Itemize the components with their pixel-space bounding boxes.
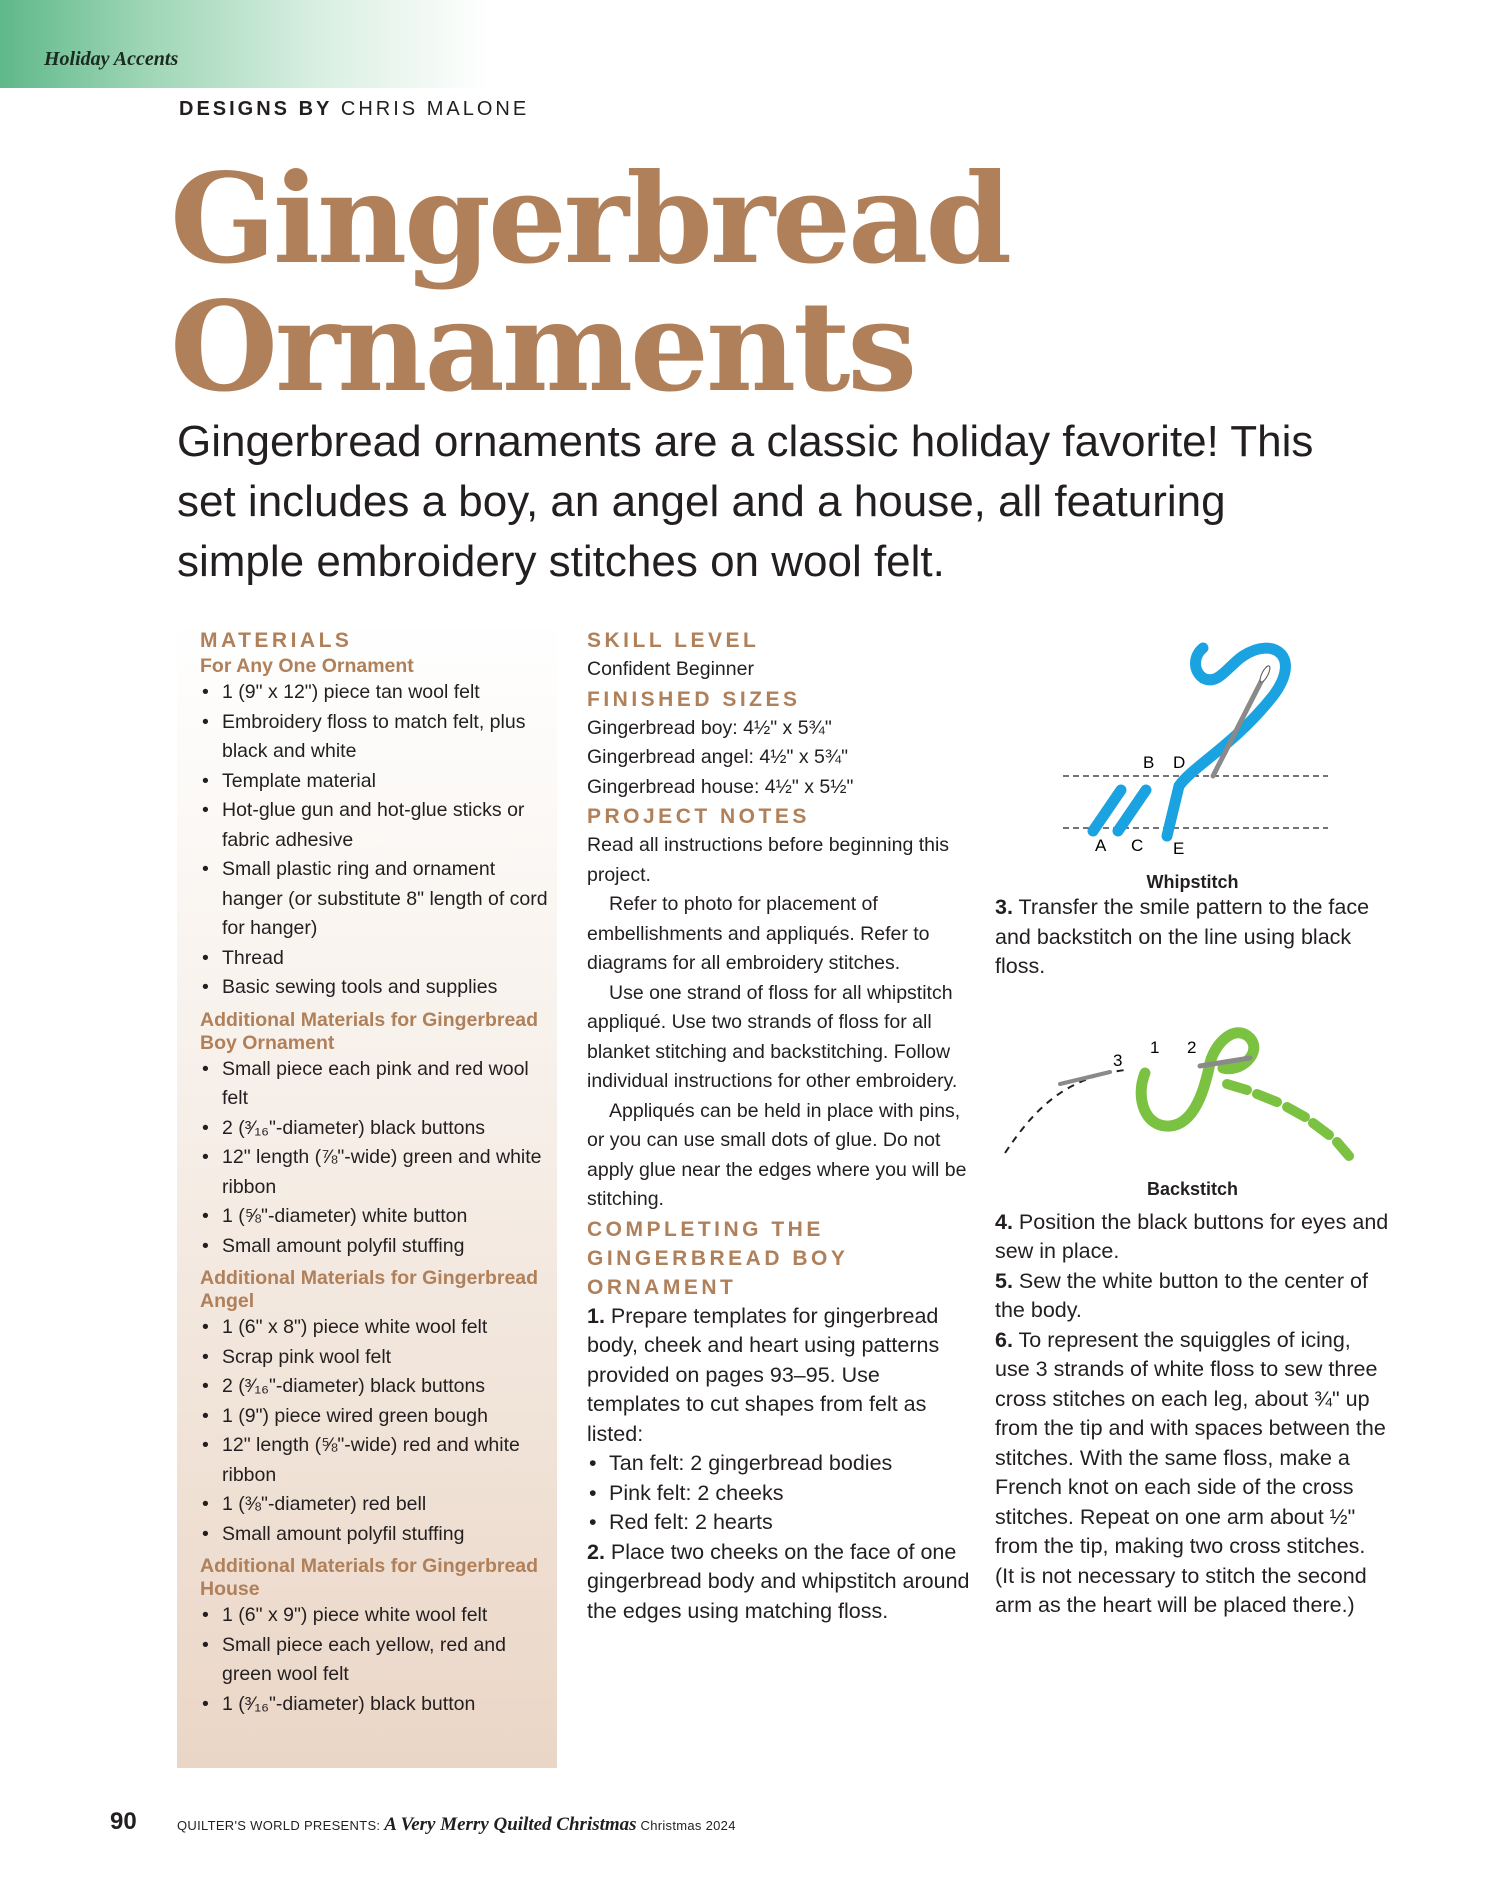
list-item: • 1 (⅝"-diameter) white button [200,1202,550,1232]
list-item: • 2 (³⁄₁₆"-diameter) black buttons [200,1114,550,1144]
label-b: B [1142,753,1154,772]
label-3: 3 [1113,1050,1123,1070]
materials-group-title: Additional Materials for Gingerbread Angel [200,1267,539,1312]
byline-name: CHRIS MALONE [340,98,530,120]
title-line-2: Ornaments [170,275,915,420]
materials-column [200,626,550,1719]
notes-paragraph: Refer to photo for placement of embellishments and appliqués. Refer to diagrams for all embroidery stitches. [587,893,930,974]
completed-stitches [1227,1084,1349,1156]
page-title [170,147,1010,420]
list-item: • Pink felt: 2 cheeks [587,1479,972,1509]
needle-icon [1213,668,1268,776]
step-text: Place two cheeks on the face of one gingerbread body and whipstitch around the edges using matching floss. [587,1539,970,1623]
size-item: Gingerbread angel: 4½" x 5¾" [587,746,849,768]
page-footer [110,1808,1410,1848]
list-item: • 12" length (⅞"-wide) green and white ribbon [200,1143,550,1202]
deck-intro: Gingerbread ornaments are a classic holiday favorite! This set includes a boy, an angel and a house, all featuring simple embroidery stitches on wool felt. [177,417,1314,586]
materials-group-title: For Any One Ornament [200,655,414,677]
list-item: • Red felt: 2 hearts [587,1508,972,1538]
diagram-column [995,626,1390,1621]
list-item: • 12" length (⅝"-wide) red and white ribbon [200,1431,550,1490]
list-item: • Small piece each yellow, red and green wool felt [200,1631,550,1690]
label-a: A [1094,836,1106,855]
step-text: Prepare templates for gingerbread body, cheek and heart using patterns provided on pages 93–95. Use templates to cut shapes from felt as listed: [587,1303,940,1446]
step-number: 6. [995,1327,1013,1352]
step-1 [587,1302,972,1450]
list-item: • Template material [200,767,550,797]
title-line-1: Gingerbread [170,147,1010,292]
step-number: 1. [587,1303,605,1328]
backstitch-diagram [995,998,1395,1178]
cut-list [587,1449,972,1538]
label-d: D [1172,753,1185,772]
label-2: 2 [1187,1037,1197,1057]
byline-lead: DESIGNS BY [179,98,333,120]
list-item: • 2 (³⁄₁₆"-diameter) black buttons [200,1372,550,1402]
step-text: Transfer the smile pattern to the face and backstitch on the line using black floss. [995,895,1370,978]
step-3 [995,893,1390,982]
list-item: • 1 (6" x 9") piece white wool felt [200,1601,550,1631]
list-item: • Small amount polyfil stuffing [200,1520,550,1550]
list-item: • Tan felt: 2 gingerbread bodies [587,1449,972,1479]
step-number: 3. [995,895,1013,919]
footer-magazine: A Very Merry Quilted Christmas [384,1814,637,1835]
step-6 [995,1326,1390,1621]
step-number: 4. [995,1209,1013,1234]
footer-publisher: QUILTER'S WORLD PRESENTS: [177,1818,381,1833]
skill-heading: SKILL LEVEL [587,629,760,652]
needle-icon [1060,1072,1110,1084]
list-item: • 1 (9" x 12") piece tan wool felt [200,678,550,708]
materials-heading: MATERIALS [200,629,353,652]
notes-paragraph: Appliqués can be held in place with pins, or you can use small dots of glue. Do not apply glue near the edges where you will be stitching. [587,1099,967,1210]
label-e: E [1172,839,1184,858]
list-item: • 1 (³⁄₁₆"-diameter) black button [200,1690,550,1720]
list-item: • Scrap pink wool felt [200,1343,550,1373]
step-number: 2. [587,1539,605,1564]
backstitch-caption: Backstitch [1146,1178,1239,1199]
step-text: Sew the white button to the center of the body. [995,1268,1368,1322]
size-item: Gingerbread boy: 4½" x 5¾" [587,716,832,739]
list-item: • Basic sewing tools and supplies [200,973,550,1003]
size-item: Gingerbread house: 4½" x 5½" [587,775,854,798]
footer-issue: Christmas 2024 [640,1818,736,1833]
materials-list [200,678,550,1003]
list-item: • Small piece each pink and red wool felt [200,1055,550,1114]
materials-list [200,1601,550,1719]
list-item: • Small amount polyfil stuffing [200,1232,550,1262]
whipstitch-diagram [1043,626,1343,871]
section-tab [0,0,490,88]
section-label: Holiday Accents [44,48,179,70]
list-item: • Small plastic ring and ornament hanger (or substitute 8" length of cord for hanger) [200,855,550,944]
page-number: 90 [110,1808,137,1835]
skill-value: Confident Beginner [587,658,754,680]
label-1: 1 [1150,1037,1160,1057]
materials-group-title: Additional Materials for Gingerbread Boy Ornament [200,1008,539,1054]
step-2 [587,1538,972,1627]
needle-eye-icon [1258,665,1272,684]
boy-heading: COMPLETING THE GINGERBREAD BOY ORNAMENT [587,1217,848,1299]
notes-paragraph: Use one strand of floss for all whipstitch appliqué. Use two strands of floss for all blanket stitching and backstitching. Follow individual instructions for other embroidery. [587,981,958,1092]
step-number: 5. [995,1268,1013,1293]
list-item: • 1 (⅜"-diameter) red bell [200,1490,550,1520]
footer-publication [177,1814,736,1836]
instructions-column [587,626,972,1626]
materials-group-title: Additional Materials for Gingerbread House [200,1555,539,1600]
list-item: • 1 (9") piece wired green bough [200,1402,550,1432]
sizes-heading: FINISHED SIZES [587,687,801,711]
list-item: • Thread [200,944,550,974]
label-c: C [1130,836,1143,855]
step-5 [995,1267,1390,1326]
step-text: Position the black buttons for eyes and sew in place. [995,1209,1389,1263]
notes-heading: PROJECT NOTES [587,805,810,828]
materials-list [200,1055,550,1262]
byline [179,98,529,121]
list-item: • 1 (6" x 8") piece white wool felt [200,1313,550,1343]
materials-list [200,1313,550,1549]
step-4 [995,1208,1390,1267]
list-item: • Embroidery floss to match felt, plus black and white [200,708,550,767]
notes-paragraph: Read all instructions before beginning this project. [587,834,950,886]
whipstitch-caption: Whipstitch [1146,872,1239,892]
step-text: To represent the squiggles of icing, use 3 strands of white floss to sew three cross stitches on each leg, about ¾" up from the tip and with spaces between the stitches. With the same floss, make a French knot on each side of the cross stitches. Repeat on one arm about ½" from the tip, making two cross stitches. (It is not necessary to stitch the second arm as the heart will be placed there.) [995,1327,1386,1617]
list-item: • Hot-glue gun and hot-glue sticks or fabric adhesive [200,796,550,855]
